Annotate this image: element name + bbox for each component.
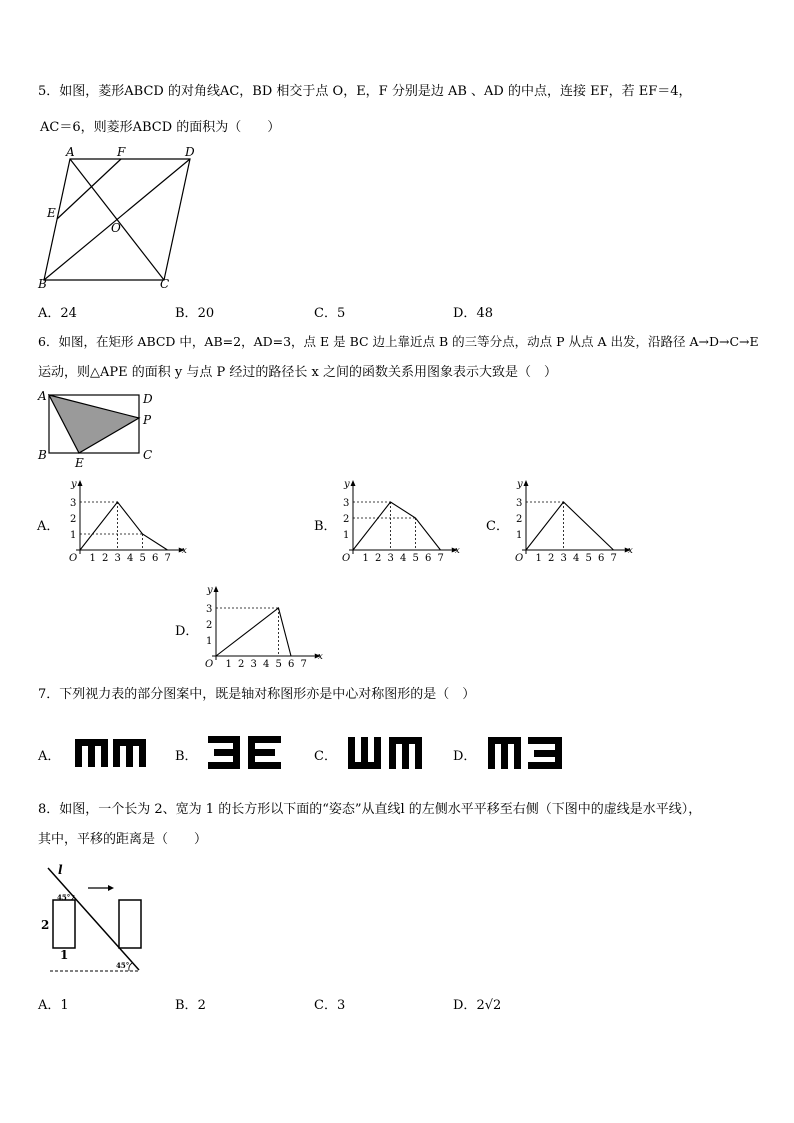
- y-tick-label: 2: [206, 620, 213, 631]
- x-tick-label: 2: [102, 553, 109, 564]
- q6-option-a[interactable]: A．: [37, 519, 60, 534]
- y-axis-arrow: [351, 480, 356, 486]
- function-curve: [216, 608, 291, 656]
- q8-label-angle-top: 45°: [57, 893, 71, 902]
- x-tick-label: 4: [573, 553, 580, 564]
- y-axis-label: y: [517, 479, 523, 490]
- q5-label-f: F: [117, 145, 126, 159]
- x-tick-label: 2: [238, 659, 245, 670]
- q6-graph-a[interactable]: [60, 478, 185, 566]
- q6-label-c: C: [143, 448, 153, 462]
- q5-option-a[interactable]: A．24: [38, 306, 77, 321]
- q6-option-c[interactable]: C．: [486, 519, 509, 534]
- x-tick-label: 7: [300, 659, 307, 670]
- function-curve: [80, 502, 168, 550]
- origin-label: O: [69, 553, 78, 564]
- x-tick-label: 5: [412, 553, 419, 564]
- x-tick-label: 6: [598, 553, 605, 564]
- q5-rhombus-figure: [30, 145, 210, 290]
- q5-label-a: A: [66, 145, 75, 159]
- x-tick-label: 6: [425, 553, 432, 564]
- x-tick-label: 6: [288, 659, 295, 670]
- y-axis-arrow: [214, 586, 219, 592]
- q5-text-line1: 5．如图，菱形ABCD 的对角线AC，BD 相交于点 O，E，F 分别是边 AB 、AD 的中点，连接 EF，若 EF＝4，: [38, 84, 692, 99]
- q8-label-width: 1: [60, 948, 69, 962]
- y-tick-label: 1: [343, 530, 350, 541]
- q6-label-a: A: [38, 389, 47, 403]
- q6-label-p: P: [143, 413, 152, 427]
- q6-text-line1: 6．如图，在矩形 ABCD 中，AB=2，AD=3，点 E 是 BC 边上靠近点 B 的三等分点，动点 P 从点 A 出发，沿路径 A→D→C→E: [38, 334, 759, 349]
- x-tick-label: 3: [560, 553, 567, 564]
- y-axis-label: y: [344, 479, 350, 490]
- q8-option-a[interactable]: A．1: [38, 998, 69, 1013]
- q8-translation-figure: [36, 858, 156, 978]
- q6-label-d: D: [143, 392, 153, 406]
- q5-label-c: C: [160, 277, 170, 291]
- x-tick-label: 7: [164, 553, 171, 564]
- q6-graph-c[interactable]: [506, 478, 631, 566]
- q7-option-a-label[interactable]: A．: [38, 749, 61, 764]
- q8-text-line2: 其中，平移的距离是（ ）: [38, 832, 208, 847]
- q5-label-e: E: [47, 206, 56, 220]
- q5-option-d[interactable]: D．48: [453, 306, 493, 321]
- x-tick-label: 4: [263, 659, 270, 670]
- x-tick-label: 4: [127, 553, 134, 564]
- y-axis-label: y: [207, 585, 213, 596]
- x-tick-label: 1: [535, 553, 542, 564]
- q6-rectangle-figure: [35, 388, 165, 473]
- q8-text-line1: 8．如图，一个长为 2、宽为 1 的长方形以下面的“姿态”从直线l 的左侧水平平移至右侧（下图中的虚线是水平线），: [38, 802, 702, 817]
- x-tick-label: 2: [548, 553, 555, 564]
- q8-option-d[interactable]: D．2√2: [453, 998, 502, 1013]
- x-tick-label: 6: [152, 553, 159, 564]
- q8-label-l: l: [58, 863, 63, 877]
- q8-option-b[interactable]: B．2: [175, 998, 206, 1013]
- q5-label-o: O: [111, 221, 121, 235]
- x-tick-label: 1: [89, 553, 96, 564]
- y-tick-label: 1: [206, 636, 213, 647]
- q5-option-c[interactable]: C．5: [314, 306, 346, 321]
- q6-label-e: E: [75, 456, 84, 470]
- q7-option-d-symbol[interactable]: [486, 733, 566, 773]
- q8-option-c[interactable]: C．3: [314, 998, 346, 1013]
- x-tick-label: 3: [250, 659, 257, 670]
- x-axis-label: x: [454, 546, 460, 556]
- x-tick-label: 7: [610, 553, 617, 564]
- q6-option-b[interactable]: B．: [314, 519, 337, 534]
- origin-label: O: [205, 659, 214, 670]
- x-tick-label: 3: [114, 553, 121, 564]
- q6-graph-d[interactable]: [196, 584, 321, 672]
- q5-text-line2: AC＝6，则菱形ABCD 的面积为（ ）: [40, 120, 281, 135]
- y-tick-label: 2: [516, 514, 523, 525]
- x-tick-label: 2: [375, 553, 382, 564]
- q7-option-c-symbol[interactable]: [346, 733, 426, 773]
- q6-option-d[interactable]: D．: [175, 624, 199, 639]
- q5-option-b[interactable]: B．20: [175, 306, 215, 321]
- x-axis-label: x: [627, 546, 633, 556]
- q7-option-b-label[interactable]: B．: [175, 749, 198, 764]
- x-tick-label: 3: [387, 553, 394, 564]
- q5-label-d: D: [185, 145, 195, 159]
- x-tick-label: 7: [437, 553, 444, 564]
- y-tick-label: 1: [70, 530, 77, 541]
- x-tick-label: 5: [139, 553, 146, 564]
- q6-label-b: B: [38, 448, 47, 462]
- q7-option-c-label[interactable]: C．: [314, 749, 337, 764]
- function-curve: [353, 502, 441, 550]
- q6-graph-b[interactable]: [333, 478, 458, 566]
- origin-label: O: [515, 553, 524, 564]
- q6-text-line2: 运动，则△APE 的面积 y 与点 P 经过的路径长 x 之间的函数关系用图象表示大致是（ ）: [38, 365, 557, 380]
- function-curve: [526, 502, 614, 550]
- y-tick-label: 1: [516, 530, 523, 541]
- q7-option-a-symbol[interactable]: [73, 735, 149, 771]
- x-tick-label: 1: [362, 553, 369, 564]
- y-tick-label: 3: [516, 498, 523, 509]
- x-tick-label: 1: [225, 659, 232, 670]
- x-tick-label: 5: [275, 659, 282, 670]
- y-axis-arrow: [78, 480, 83, 486]
- q7-text-line1: 7．下列视力表的部分图案中，既是轴对称图形亦是中心对称图形的是（ ）: [38, 687, 476, 702]
- x-tick-label: 5: [585, 553, 592, 564]
- x-axis-label: x: [181, 546, 187, 556]
- x-tick-label: 4: [400, 553, 407, 564]
- y-axis-label: y: [71, 479, 77, 490]
- x-axis-label: x: [317, 652, 323, 662]
- y-tick-label: 3: [343, 498, 350, 509]
- origin-label: O: [342, 553, 351, 564]
- q8-label-length: 2: [41, 918, 50, 932]
- y-tick-label: 2: [343, 514, 350, 525]
- q7-option-b-symbol[interactable]: [206, 733, 284, 773]
- q7-option-d-label[interactable]: D．: [453, 749, 477, 764]
- q8-label-angle-bottom: 45°: [116, 961, 130, 970]
- y-axis-arrow: [524, 480, 529, 486]
- q5-label-b: B: [38, 277, 47, 291]
- y-tick-label: 3: [70, 498, 77, 509]
- y-tick-label: 2: [70, 514, 77, 525]
- y-tick-label: 3: [206, 604, 213, 615]
